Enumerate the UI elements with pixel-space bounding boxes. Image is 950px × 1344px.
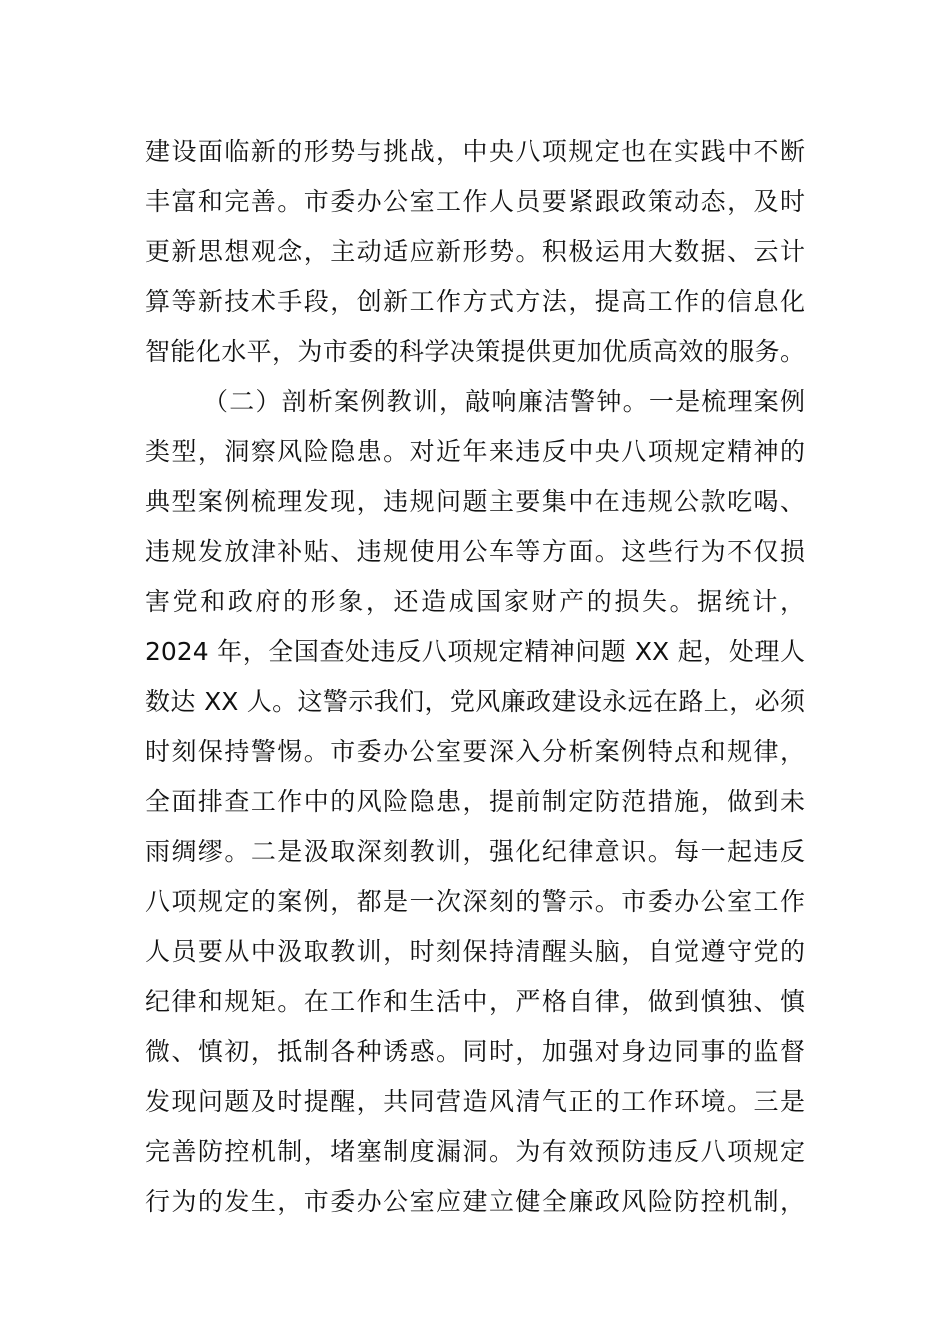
text-line-22: 行为的发生，市委办公室应建立健全廉政风险防控机制， bbox=[145, 1187, 805, 1216]
text-line-12: 数达 XX 人。这警示我们，党风廉政建设永远在路上，必须 bbox=[145, 687, 805, 716]
text-line-10: 害党和政府的形象，还造成国家财产的损失。据统计， bbox=[145, 587, 805, 616]
text-line-8: 典型案例梳理发现，违规问题主要集中在违规公款吃喝、 bbox=[145, 487, 805, 516]
text-line-16: 八项规定的案例，都是一次深刻的警示。市委办公室工作 bbox=[145, 887, 805, 916]
text-line-7: 类型，洞察风险隐患。对近年来违反中央八项规定精神的 bbox=[145, 437, 805, 466]
text-line-3: 更新思想观念，主动适应新形势。积极运用大数据、云计 bbox=[145, 237, 805, 266]
text-line-20: 发现问题及时提醒，共同营造风清气正的工作环境。三是 bbox=[145, 1087, 805, 1116]
text-line-4: 算等新技术手段，创新工作方式方法，提高工作的信息化 bbox=[145, 287, 805, 316]
text-line-21: 完善防控机制，堵塞制度漏洞。为有效预防违反八项规定 bbox=[145, 1137, 805, 1166]
text-line-13: 时刻保持警惕。市委办公室要深入分析案例特点和规律， bbox=[145, 737, 805, 766]
text-line-11: 2024 年，全国查处违反八项规定精神问题 XX 起，处理人 bbox=[145, 637, 805, 666]
text-line-15: 雨绸缪。二是汲取深刻教训，强化纪律意识。每一起违反 bbox=[145, 837, 805, 866]
text-line-14: 全面排查工作中的风险隐患，提前制定防范措施，做到未 bbox=[145, 787, 805, 816]
text-line-2: 丰富和完善。市委办公室工作人员要紧跟政策动态，及时 bbox=[145, 187, 805, 216]
section-heading-line: （二）剖析案例教训，敲响廉洁警钟。一是梳理案例 bbox=[203, 387, 805, 416]
text-line-19: 微、慎初，抵制各种诱惑。同时，加强对身边同事的监督 bbox=[145, 1037, 805, 1066]
body-text bbox=[145, 127, 845, 1227]
text-line-5: 智能化水平，为市委的科学决策提供更加优质高效的服务。 bbox=[145, 337, 805, 366]
text-line-9: 违规发放津补贴、违规使用公车等方面。这些行为不仅损 bbox=[145, 537, 805, 566]
text-line-1: 建设面临新的形势与挑战，中央八项规定也在实践中不断 bbox=[145, 137, 805, 166]
text-line-17: 人员要从中汲取教训，时刻保持清醒头脑，自觉遵守党的 bbox=[145, 937, 805, 966]
text-line-18: 纪律和规矩。在工作和生活中，严格自律，做到慎独、慎 bbox=[145, 987, 805, 1016]
